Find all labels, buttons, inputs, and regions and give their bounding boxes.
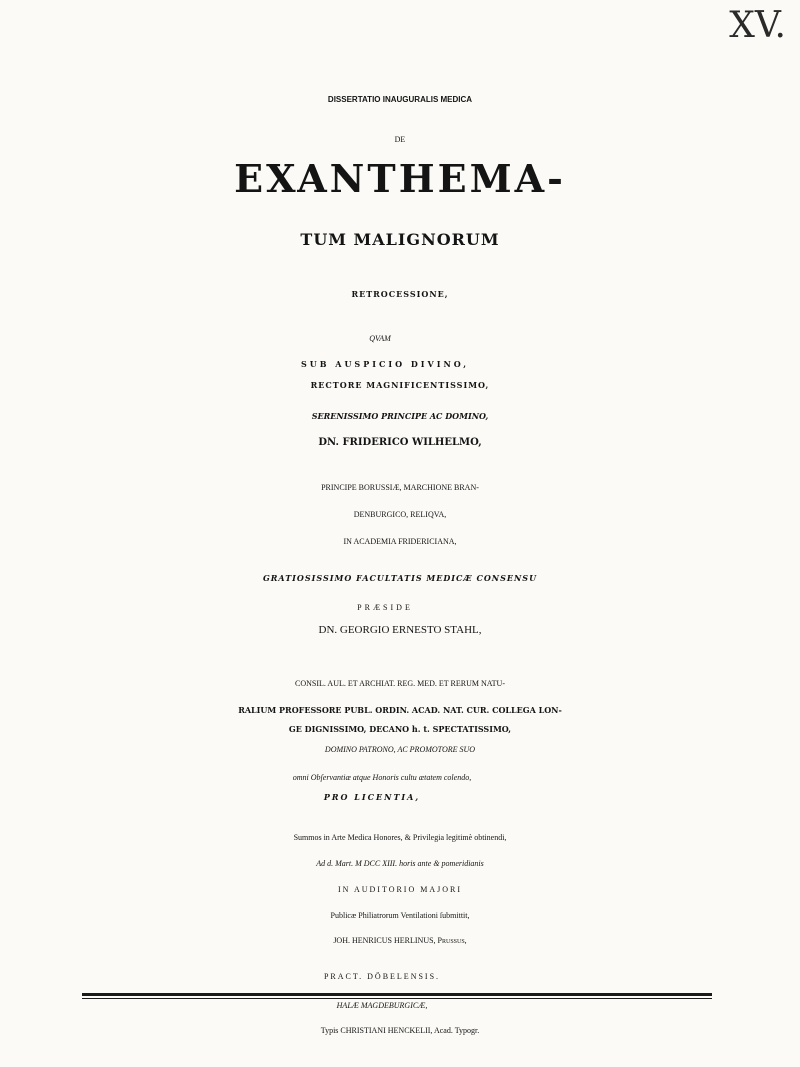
imprint-place-line: HALÆ MAGDEBURGICÆ,	[336, 1001, 428, 1010]
title-line-consil: CONSIL. AUL. ET ARCHIAT. REG. MED. ET RERUM NATU-	[294, 679, 505, 688]
imprint-printer-line: Typis CHRISTIANI HENCKELII, Acad. Typogr.	[320, 1026, 480, 1035]
stahl-line: DN. GEORGIO ERNESTO STAHL,	[318, 624, 482, 636]
licentia-line: PRO LICENTIA,	[323, 792, 421, 802]
patron-line: DOMINO PATRONO, AC PROMOTORE SUO	[324, 745, 476, 754]
ventilation-line: Publicæ Philiatrorum Ventilationi ſubmittit,	[330, 911, 470, 920]
main-title-line-3: RETROCESSIONE,	[351, 289, 449, 299]
main-title-line-1: EXANTHEMA-	[234, 156, 566, 201]
honores-line: Summos in Arte Medica Honores, & Privilegia legitimè obtinendi,	[293, 833, 507, 842]
brandenburg-line: DENBURGICO, RELIQVA,	[353, 510, 447, 519]
main-title-line-2: TUM MALIGNORUM	[300, 230, 500, 249]
auditorium-line: IN AUDITORIO MAJORI	[337, 885, 463, 894]
date-line: Ad d. Mart. M DCC XIII. horis ante & pomeridianis	[316, 859, 484, 868]
imprint-rule-thick	[82, 993, 712, 996]
page-number: XV.	[729, 5, 786, 46]
dissertation-heading: DISSERTATIO INAUGURALIS MEDICA	[327, 95, 473, 104]
praeside-line: PRÆSIDE	[357, 603, 413, 612]
de-line: DE	[394, 135, 406, 144]
observance-line: omni Obſervantiæ atque Honoris cultu ætatem colendo,	[292, 773, 472, 782]
title-line-decano: GE DIGNISSIMO, DECANO h. t. SPECTATISSIMO,	[288, 724, 512, 734]
title-line-professor: RALIUM PROFESSORE PUBL. ORDIN. ACAD. NAT. CUR. COLLEGA LON-	[238, 705, 562, 715]
borussia-line: PRINCIPE BORUSSIÆ, MARCHIONE BRAN-	[321, 483, 479, 492]
imprint-rule-thin	[82, 998, 712, 999]
prince-line: SERENISSIMO PRINCIPE AC DOMINO,	[311, 411, 489, 421]
rector-line: RECTORE MAGNIFICENTISSIMO,	[310, 380, 490, 390]
frederick-william-line: DN. FRIDERICO WILHELMO,	[318, 437, 482, 448]
respondent-origin-line: PRACT. DÖBELENSIS.	[323, 972, 441, 981]
faculty-consent-line: GRATIOSISSIMO FACULTATIS MEDICÆ CONSENSU	[262, 573, 538, 583]
auspice-line: SUB AUSPICIO DIVINO,	[300, 359, 470, 369]
qvam-line: QVAM	[369, 334, 391, 343]
academy-line: IN ACADEMIA FRIDERICIANA,	[343, 537, 457, 546]
respondent-line: JOH. HENRICUS HERLINUS, Pruſſus,	[333, 936, 467, 945]
